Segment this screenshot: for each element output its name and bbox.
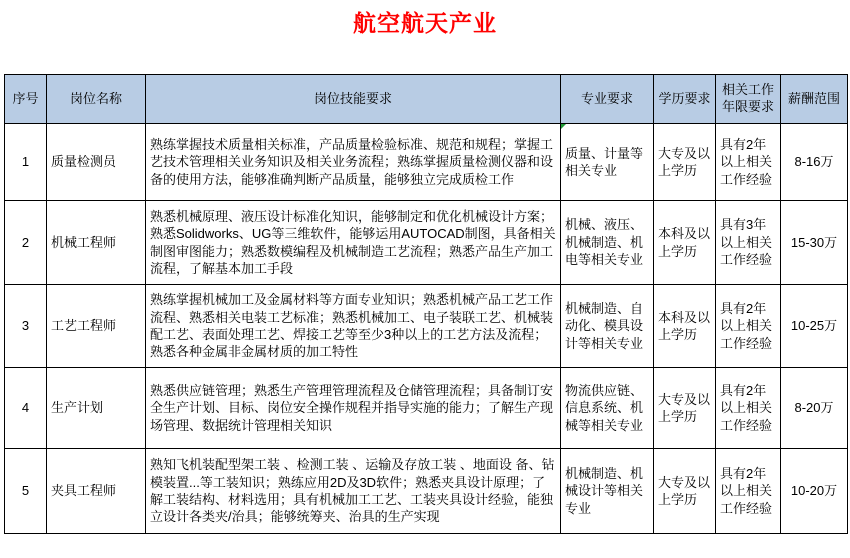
- cell-experience: 具有2年以上相关工作经验: [716, 124, 781, 201]
- cell-education: 本科及以上学历: [654, 285, 716, 368]
- cell-education: 大专及以上学历: [654, 368, 716, 449]
- cell-major-text: 质量、计量等相关专业: [565, 145, 644, 178]
- col-header-major: 专业要求: [561, 75, 654, 124]
- page-title: 航空航天产业: [353, 10, 497, 36]
- cell-experience: 具有2年以上相关工作经验: [716, 449, 781, 534]
- cell-major: [561, 124, 654, 201]
- cell-skills: 熟悉机械原理、液压设计标准化知识，能够制定和优化机械设计方案；熟悉Solidworks、UG等三维软件，能够运用AUTOCAD制图，具备相关制图审图能力；熟悉数模编程及机械制造工艺流程；熟悉产品生产加工流程，了解基本加工手段: [146, 201, 561, 285]
- jobs-table: [4, 74, 848, 534]
- col-header-salary: 薪酬范围: [781, 75, 848, 124]
- header-row: [5, 75, 848, 124]
- cell-position: 工艺工程师: [47, 285, 146, 368]
- cell-major: 机械、液压、机械制造、机电等相关专业: [561, 201, 654, 285]
- cell-major: 物流供应链、信息系统、机械等相关专业: [561, 368, 654, 449]
- cell-index: 3: [5, 285, 47, 368]
- cell-skills: 熟悉供应链管理；熟悉生产管理管理流程及仓储管理流程；具备制订安全生产计划、目标、岗位安全操作规程并指导实施的能力；了解生产现场管理、数据统计管理相关知识: [146, 368, 561, 449]
- col-header-index: 序号: [5, 75, 47, 124]
- cell-salary: 8-16万: [781, 124, 848, 201]
- col-header-position: 岗位名称: [47, 75, 146, 124]
- col-header-skills: 岗位技能要求: [146, 75, 561, 124]
- cell-education: 大专及以上学历: [654, 449, 716, 534]
- cell-experience: 具有3年以上相关工作经验: [716, 201, 781, 285]
- cell-education: 本科及以上学历: [654, 201, 716, 285]
- cell-index: 4: [5, 368, 47, 449]
- col-header-experience: 相关工作年限要求: [716, 75, 781, 124]
- table-row: [5, 285, 848, 368]
- cell-salary: 15-30万: [781, 201, 848, 285]
- excel-error-flag-icon: [561, 124, 566, 129]
- cell-salary: 10-20万: [781, 449, 848, 534]
- cell-index: 1: [5, 124, 47, 201]
- cell-position: 夹具工程师: [47, 449, 146, 534]
- cell-experience: 具有2年以上相关工作经验: [716, 285, 781, 368]
- cell-position: 生产计划: [47, 368, 146, 449]
- cell-major: 机械制造、机械设计等相关专业: [561, 449, 654, 534]
- cell-index: 5: [5, 449, 47, 534]
- cell-skills: 熟练掌握机械加工及金属材料等方面专业知识；熟悉机械产品工艺工作流程、熟悉相关电装工艺标准；熟悉机械加工、电子装联工艺、机械装配工艺、表面处理工艺、焊接工艺等至少3种以上的工艺方法及流程；熟悉各种金属非金属材质的加工特性: [146, 285, 561, 368]
- table-row: [5, 201, 848, 285]
- cell-position: 质量检测员: [47, 124, 146, 201]
- cell-salary: 10-25万: [781, 285, 848, 368]
- cell-salary: 8-20万: [781, 368, 848, 449]
- cell-index: 2: [5, 201, 47, 285]
- table-row: [5, 368, 848, 449]
- cell-experience: 具有2年以上相关工作经验: [716, 368, 781, 449]
- cell-skills: 熟练掌握技术质量相关标准，产品质量检验标准、规范和规程；掌握工艺技术管理相关业务知识及相关业务流程；熟练掌握质量检测仪器和设备的使用方法，能够准确判断产品质量，能够独立完成质检工作: [146, 124, 561, 201]
- cell-major: 机械制造、自动化、模具设计等相关专业: [561, 285, 654, 368]
- cell-skills: 熟知飞机装配型架工装 、检测工装 、运输及存放工装 、地面设 备、钻模装置...等工装知识；熟练应用2D及3D软件；熟悉夹具设计原理；了解工装结构、材料选用；具有机械加工工艺、工装夹具设计经验，能独立设计各类夹/治具；能够统筹夹、治具的生产实现: [146, 449, 561, 534]
- col-header-education: 学历要求: [654, 75, 716, 124]
- table-row: [5, 449, 848, 534]
- cell-education: 大专及以上学历: [654, 124, 716, 201]
- cell-position: 机械工程师: [47, 201, 146, 285]
- table-row: [5, 124, 848, 201]
